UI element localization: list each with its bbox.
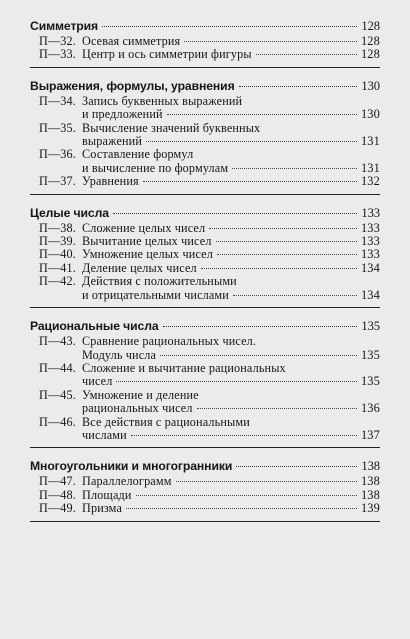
entry-title-text: Призма (82, 501, 122, 516)
entry-title (82, 489, 380, 502)
entry-code: П—32. (39, 34, 76, 48)
toc-section (30, 18, 380, 68)
toc-entry[interactable] (30, 502, 380, 515)
toc-entry[interactable] (30, 48, 380, 61)
entry-title-line (82, 429, 380, 442)
toc-section (30, 205, 380, 308)
section-title: Симметрия (30, 19, 99, 33)
dot-leader (163, 326, 358, 327)
entry-title-text: чисел (82, 374, 113, 389)
entry-title-line (82, 349, 380, 362)
entry-page-number: 131 (360, 134, 380, 149)
entry-title (82, 148, 380, 175)
entry-title (82, 48, 380, 61)
section-heading[interactable] (30, 18, 380, 35)
entry-title-text: Площади (82, 487, 132, 502)
entry-page-number: 128 (360, 34, 380, 48)
entry-page-number: 135 (360, 374, 380, 389)
entry-code: П—37. (39, 174, 76, 189)
entry-code: П—38. (39, 220, 76, 235)
entry-code: П—42. (39, 274, 76, 289)
entry-page-number: 130 (360, 107, 380, 122)
entry-page-number: 139 (360, 501, 380, 516)
toc-entry[interactable] (30, 35, 380, 48)
entry-title-line (82, 162, 380, 175)
section-title: Рациональные числа (30, 319, 159, 334)
entry-title-text: выражений (82, 134, 143, 149)
entry-title (82, 416, 380, 443)
entry-title-line (82, 122, 380, 135)
entry-page-number: 133 (360, 247, 380, 262)
entry-title-text: Вычисление значений буквенных (82, 120, 261, 135)
entry-title-line (82, 502, 380, 515)
entry-code: П—39. (39, 234, 76, 249)
entry-title-line (82, 35, 380, 48)
entry-code: П—40. (39, 247, 76, 262)
entry-title-text: Действия с положительными (82, 274, 237, 289)
entry-title-line (82, 375, 380, 388)
entry-title-line (82, 248, 380, 261)
entry-code: П—36. (39, 147, 76, 162)
entry-code: П—34. (39, 93, 76, 108)
toc-entry[interactable] (30, 95, 380, 122)
entry-title-text: рациональных чисел (82, 401, 193, 416)
dot-leader (167, 114, 357, 115)
toc-entry[interactable] (30, 335, 380, 362)
entry-title (82, 475, 380, 488)
entry-code: П—45. (39, 387, 76, 402)
entry-title-line (82, 95, 380, 108)
entry-title-line (82, 475, 380, 488)
entry-title-text: и вычисление по формулам (82, 160, 229, 175)
dot-leader (217, 254, 357, 255)
toc-entry[interactable] (30, 248, 380, 261)
entry-title (82, 95, 380, 122)
dot-leader (146, 141, 357, 142)
dot-leader (232, 168, 357, 169)
entry-title-line (82, 362, 380, 375)
toc-entry[interactable] (30, 489, 380, 502)
dot-leader (216, 241, 357, 242)
entry-title-line (82, 48, 380, 61)
section-heading[interactable] (30, 318, 380, 335)
toc-entry[interactable] (30, 416, 380, 443)
toc-entry[interactable] (30, 389, 380, 416)
section-page-number: 128 (361, 19, 380, 33)
entry-title-text: Модуль числа (82, 347, 157, 362)
toc-entry[interactable] (30, 122, 380, 149)
entry-title-line (82, 135, 380, 148)
entry-title (82, 235, 380, 248)
dot-leader (201, 268, 357, 269)
entry-code: П—47. (39, 474, 76, 489)
dot-leader (126, 508, 357, 509)
entry-title-text: Параллелограмм (82, 474, 172, 489)
entry-title-line (82, 108, 380, 121)
entry-title (82, 362, 380, 389)
entry-code: П—46. (39, 414, 76, 429)
dot-leader (197, 408, 357, 409)
entry-title (82, 222, 380, 235)
toc-entry[interactable] (30, 262, 380, 275)
entry-title-text: Умножение и деление (82, 387, 199, 402)
toc-entry[interactable] (30, 475, 380, 488)
entry-code: П—35. (39, 120, 76, 135)
entry-title-text: Осевая симметрия (82, 34, 181, 48)
section-page-number: 135 (361, 319, 380, 334)
entry-title-line (82, 275, 380, 288)
section-heading[interactable] (30, 78, 380, 95)
entry-page-number: 133 (360, 234, 380, 249)
entry-title-text: Запись буквенных выражений (82, 93, 243, 108)
entry-page-number: 136 (360, 401, 380, 416)
dot-leader (113, 213, 357, 214)
entry-title-text: и отрицательными числами (82, 287, 229, 302)
entry-title (82, 35, 380, 48)
entry-title (82, 175, 380, 188)
entry-page-number: 133 (360, 220, 380, 235)
section-title: Выражения, формулы, уравнения (30, 78, 235, 93)
toc-entry[interactable] (30, 235, 380, 248)
entry-title-text: Уравнения (82, 174, 139, 189)
dot-leader (143, 181, 357, 182)
entry-page-number: 137 (360, 427, 380, 442)
entry-title-line (82, 148, 380, 161)
dot-leader (184, 41, 357, 42)
entry-title (82, 335, 380, 362)
entry-title-text: Умножение целых чисел (82, 247, 213, 262)
entry-code: П—48. (39, 487, 76, 502)
entry-page-number: 135 (360, 347, 380, 362)
entry-code: П—49. (39, 501, 76, 516)
entry-title-text: и предложений (82, 107, 163, 122)
toc-entry[interactable] (30, 148, 380, 175)
entry-title-line (82, 335, 380, 348)
entry-title (82, 248, 380, 261)
entry-code: П—33. (39, 47, 76, 62)
entry-title-line (82, 235, 380, 248)
entry-title-line (82, 389, 380, 402)
entry-title-text: Деление целых чисел (82, 260, 197, 275)
dot-leader (256, 54, 357, 55)
entry-page-number: 131 (360, 160, 380, 175)
dot-leader (131, 435, 357, 436)
section-title: Многоугольники и многогранники (30, 459, 233, 474)
entry-page-number: 138 (360, 474, 380, 489)
entry-title (82, 275, 380, 302)
entry-title (82, 502, 380, 515)
dot-leader (239, 86, 358, 87)
dot-leader (136, 495, 357, 496)
entry-title (82, 389, 380, 416)
entry-title-text: Составление формул (82, 147, 194, 162)
entry-page-number: 132 (360, 174, 380, 189)
toc-section (30, 78, 380, 195)
table-of-contents (30, 18, 380, 532)
dot-leader (116, 381, 357, 382)
section-title: Целые числа (30, 205, 109, 220)
dot-leader (236, 466, 357, 467)
dot-leader (102, 26, 357, 27)
toc-entry[interactable] (30, 175, 380, 188)
entry-title-text: Все действия с рациональными (82, 414, 250, 429)
entry-page-number: 134 (360, 260, 380, 275)
entry-title-text: Центр и ось симметрии фигуры (82, 47, 252, 62)
toc-entry[interactable] (30, 362, 380, 389)
dot-leader (233, 295, 357, 296)
dot-leader (209, 228, 357, 229)
toc-section (30, 318, 380, 448)
entry-title-text: числами (82, 427, 127, 442)
entry-title-line (82, 175, 380, 188)
entry-code: П—43. (39, 334, 76, 349)
entry-page-number: 134 (360, 287, 380, 302)
entry-title-text: Сложение целых чисел (82, 220, 206, 235)
entry-title-line (82, 289, 380, 302)
entry-title (82, 262, 380, 275)
dot-leader (160, 355, 357, 356)
entry-title-line (82, 222, 380, 235)
dot-leader (176, 481, 357, 482)
entry-page-number: 128 (360, 47, 380, 62)
entry-title-text: Вычитание целых чисел (82, 234, 212, 249)
section-heading[interactable] (30, 458, 380, 475)
toc-section (30, 458, 380, 521)
toc-entry[interactable] (30, 275, 380, 302)
entry-title-line (82, 416, 380, 429)
entry-title-line (82, 402, 380, 415)
entry-title-text: Сравнение рациональных чисел. (82, 334, 257, 349)
toc-entry[interactable] (30, 222, 380, 235)
entry-code: П—41. (39, 260, 76, 275)
entry-page-number: 138 (360, 487, 380, 502)
section-page-number: 133 (361, 205, 380, 220)
section-heading[interactable] (30, 205, 380, 222)
section-page-number: 138 (361, 459, 380, 474)
entry-title (82, 122, 380, 149)
entry-title-text: Сложение и вычитание рациональных (82, 360, 286, 375)
entry-code: П—44. (39, 360, 76, 375)
entry-title-line (82, 489, 380, 502)
entry-title-line (82, 262, 380, 275)
section-page-number: 130 (361, 78, 380, 93)
